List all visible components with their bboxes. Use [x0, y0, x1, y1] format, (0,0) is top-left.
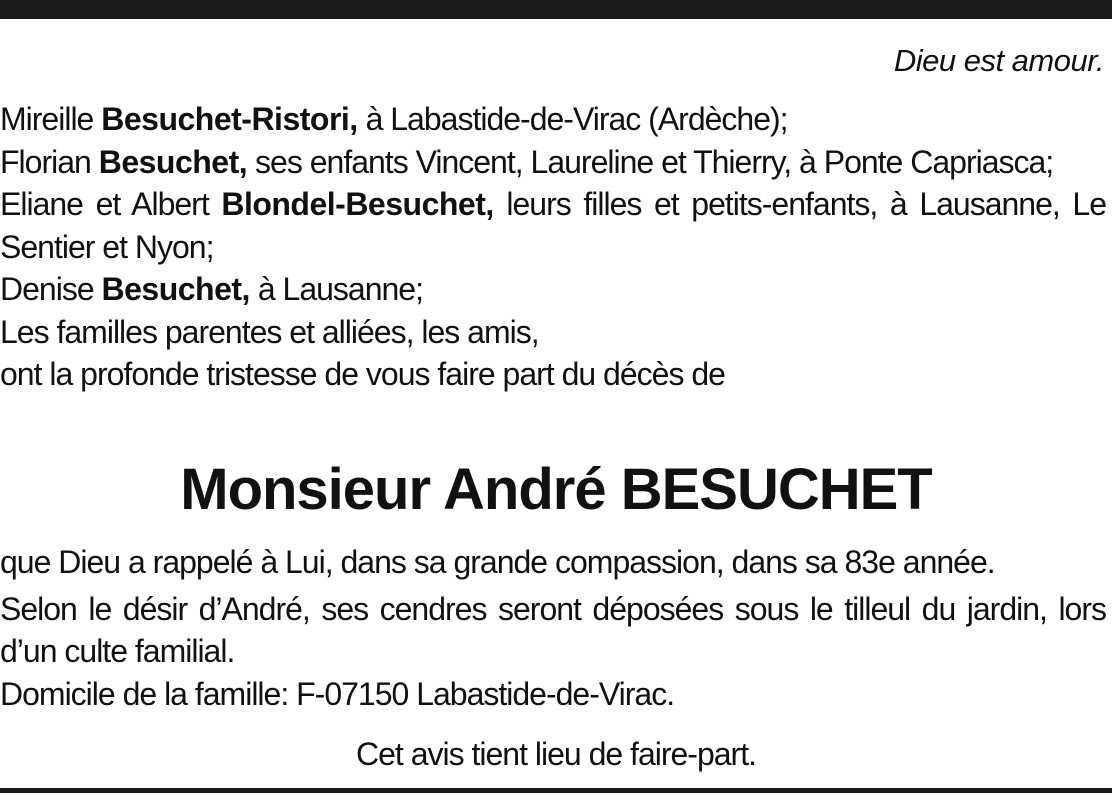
mourner-entry [0, 141, 1106, 184]
mourner-entry [0, 183, 1106, 268]
obituary-details [0, 541, 1106, 715]
mourner-details: à Labastide-de-Virac (Ardèche); [357, 101, 788, 137]
families-line: Les familles parentes et alliées, les amis, [0, 313, 539, 350]
top-rule [0, 0, 1112, 19]
passing-line: que Dieu a rappelé à Lui, dans sa grande compassion, dans sa 83e année. [0, 544, 995, 580]
bottom-rule [0, 788, 1112, 793]
mourner-entry [0, 98, 1106, 141]
mourner-details: à Lausanne; [249, 271, 423, 307]
mourner-surname: Besuchet, [98, 143, 248, 180]
mourner-given-names: Mireille [0, 101, 102, 137]
mourner-given-names: Denise [0, 271, 102, 307]
mourner-details: ses enfants Vincent, Laureline et Thierry, à Ponte Capriasca; [247, 143, 1054, 180]
mourner-surname: Besuchet-Ristori, [101, 101, 358, 137]
mourner-entry [0, 268, 1106, 311]
mourner-given-names: Eliane et Albert [0, 186, 222, 222]
announcement-line: ont la profonde tristesse de vous faire part du décès de [0, 356, 725, 392]
domicile-line: Domicile de la famille: F-07150 Labastide-de-Virac. [0, 675, 675, 712]
ashes-line: Selon le désir d’André, ses cendres seront déposées sous le tilleul du jardin, lors d’un culte familial. [0, 590, 1106, 669]
motto: Dieu est amour. [893, 43, 1104, 78]
mourner-surname: Besuchet, [101, 271, 250, 307]
mourner-given-names: Florian [0, 143, 99, 180]
mourners-list [0, 98, 1106, 396]
closing-line: Cet avis tient lieu de faire-part. [356, 736, 756, 772]
deceased-name: Monsieur André BESUCHET [180, 457, 932, 522]
mourner-surname: Blondel-Besuchet, [221, 186, 494, 222]
mourner-details: leurs filles et petits-enfants, à Lausanne, Le Sentier et Nyon; [0, 186, 1107, 265]
